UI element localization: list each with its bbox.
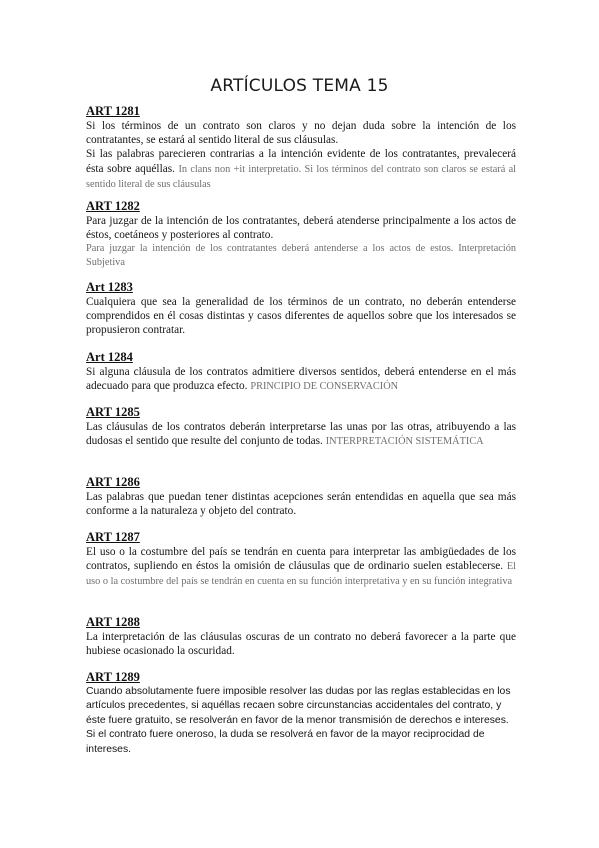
- article-text-inline: El uso o la costumbre del país se tendrán en cuenta para interpretar las ambigüedades de los contratos, supliendo en éstos la omisión de cláusulas que de ordinario suelen establecerse.: [86, 546, 516, 573]
- article-note: Para juzgar la intención de los contratantes deberá antenderse a los actos de estos. Interpretación Subjetiva: [86, 243, 516, 268]
- article-heading: ART 1288: [86, 615, 140, 629]
- article-text: Cualquiera que sea la generalidad de los términos de un contrato, no deberán entenderse comprendidos en él cosas distintas y casos diferentes de aquellos sobre que los interesados se propusieron contratar.: [86, 296, 516, 337]
- article-1289: [86, 670, 516, 757]
- article-text: Para juzgar de la intención de los contratantes, deberá atenderse principalmente a los actos de éstos, coetáneos y posteriores al contrato.: [86, 215, 516, 242]
- article-heading: ART 1282: [86, 199, 140, 213]
- article-text: [86, 545, 516, 590]
- article-heading: Art 1283: [86, 280, 133, 294]
- article-body: [86, 490, 516, 518]
- article-body: [86, 630, 516, 658]
- article-text: [86, 147, 516, 192]
- article-note: INTERPRETACIÓN SISTEMÁTICA: [325, 436, 484, 448]
- article-heading: ART 1285: [86, 405, 140, 419]
- article-text-inline: Las cláusulas de los contratos deberán interpretarse las unas por las otras, atribuyendo a las dudosas el sentido que resulte del conjunto de todas.: [86, 421, 516, 448]
- article-heading: ART 1289: [86, 670, 140, 684]
- document-title: ARTÍCULOS TEMA 15: [210, 76, 389, 96]
- article-heading: Art 1284: [86, 350, 133, 364]
- article-1284: [86, 350, 516, 394]
- article-text-inline: Si alguna cláusula de los contratos admitiere diversos sentidos, deberá entenderse en el más adecuado para que produzca efecto.: [86, 366, 516, 393]
- article-1288: [86, 615, 516, 658]
- article-body: [86, 420, 516, 449]
- article-heading: ART 1287: [86, 530, 140, 544]
- article-1286: [86, 475, 516, 518]
- article-1285: [86, 405, 516, 449]
- article-1281: [86, 104, 516, 192]
- article-text: La interpretación de las cláusulas oscuras de un contrato no deberá favorecer a la parte que hubiese ocasionado la oscuridad.: [86, 631, 516, 658]
- article-body: [86, 685, 516, 757]
- article-heading: ART 1286: [86, 475, 140, 489]
- article-text: Cuando absolutamente fuere imposible resolver las dudas por las reglas establecidas en los artículos precedentes, si aquéllas recaen sobre circunstancias accidentales del contrato, y éste fuere gratuito, se resolverán en favor de la menor transmisión de derechos e intereses. Si el contrato fuere oneroso, la duda se resolverá en favor de la mayor reciprocidad de intereses.: [86, 686, 511, 755]
- article-text: Las palabras que puedan tener distintas acepciones serán entendidas en aquella que sea más conforme a la naturaleza y objeto del contrato.: [86, 491, 516, 518]
- article-body: [86, 214, 516, 269]
- article-1282: [86, 199, 516, 269]
- article-1283: [86, 280, 516, 338]
- article-1287: [86, 530, 516, 590]
- article-heading: ART 1281: [86, 104, 140, 118]
- article-note: PRINCIPIO DE CONSERVACIÓN: [250, 381, 399, 393]
- article-text: [86, 365, 516, 394]
- article-note: In clans non +it interpretatio. Si los términos del contrato son claros se estará al sentido literal de sus cláusulas: [86, 163, 516, 190]
- article-text: Si los términos de un contrato son claros y no dejan duda sobre la intención de los contratantes, se estará al sentido literal de sus cláusulas.: [86, 120, 516, 147]
- article-body: [86, 365, 516, 394]
- article-note: El uso o la costumbre del país se tendrán en cuenta en su función interpretativa y en su función integrativa: [86, 561, 517, 588]
- article-body: [86, 545, 516, 590]
- article-text-inline: Si las palabras parecieren contrarias a la intención evidente de los contratantes, prevalecerá ésta sobre aquéllas.: [86, 148, 516, 175]
- article-body: [86, 295, 516, 338]
- article-body: [86, 119, 516, 192]
- article-text: [86, 420, 516, 449]
